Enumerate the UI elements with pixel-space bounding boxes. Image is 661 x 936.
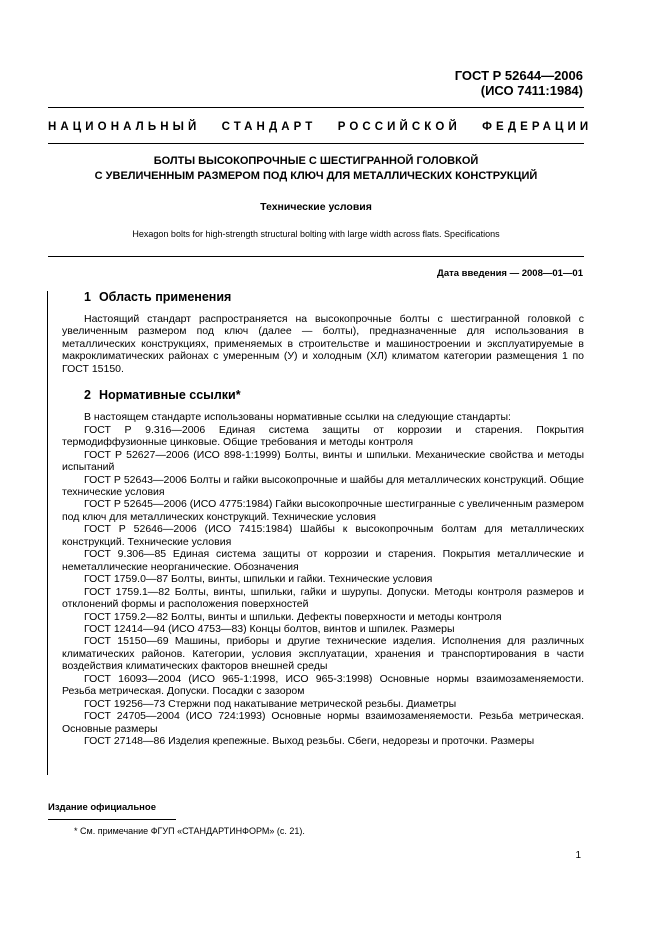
english-title: Hexagon bolts for high-strength structural bolting with large width across flats. Specifications xyxy=(132,229,500,239)
document-subtitle: Технические условия xyxy=(260,201,372,213)
reference-item: ГОСТ 16093—2004 (ИСО 965-1:1998, ИСО 965-3:1998) Основные нормы взаимозаменяемости. Резьба метрическая. Допуски. Посадки с зазором xyxy=(62,672,584,698)
reference-item: ГОСТ Р 52627—2006 (ИСО 898-1:1999) Болты, винты и шпильки. Механические свойства и методы испытаний xyxy=(62,448,584,474)
section-1-heading xyxy=(84,290,584,305)
reference-item: ГОСТ 9.306—85 Единая система защиты от коррозии и старения. Покрытия металлические и неметаллические неорганические. Обозначения xyxy=(62,548,584,573)
national-standard-title: НАЦИОНАЛЬНЫЙ СТАНДАРТ РОССИЙСКОЙ ФЕДЕРАЦИИ xyxy=(48,121,593,133)
reference-item: ГОСТ 24705—2004 (ИСО 724:1993) Основные нормы взаимозаменяемости. Резьба метрическая. Основные размеры xyxy=(62,710,584,735)
standard-code: ГОСТ Р 52644—2006 xyxy=(454,68,583,83)
reference-item: ГОСТ Р 52645—2006 (ИСО 4775:1984) Гайки высокопрочные шестигранные с увеличенным размером под ключ для металлических конструкций. Технические условия xyxy=(62,498,584,523)
title-line-1: БОЛТЫ ВЫСОКОПРОЧНЫЕ С ШЕСТИГРАННОЙ ГОЛОВКОЙ xyxy=(153,155,479,167)
reference-item: ГОСТ Р 52643—2006 Болты и гайки высокопрочные и шайбы для металлических конструкций. Общие технические условия xyxy=(62,473,584,498)
section-2-heading xyxy=(84,388,584,403)
title-line-2: С УВЕЛИЧЕННЫМ РАЗМЕРОМ ПОД КЛЮЧ ДЛЯ МЕТАЛЛИЧЕСКИХ КОНСТРУКЦИЙ xyxy=(94,170,538,182)
section-1-number: 1 xyxy=(84,290,91,304)
section-1-title: Область применения xyxy=(98,290,232,304)
standard-code-block xyxy=(455,68,583,98)
reference-item: ГОСТ Р 9.316—2006 Единая система защиты от коррозии и старения. Покрытия термодиффузионные цинковые. Общие требования и методы контроля xyxy=(62,423,584,449)
header-rule xyxy=(48,107,584,108)
reference-item: ГОСТ 1759.1—82 Болты, винты, шпильки, гайки и шурупы. Допуски. Методы контроля размеров и отклонений формы и расположения поверхностей xyxy=(62,585,584,611)
english-title-rule xyxy=(48,256,584,257)
section-2-number: 2 xyxy=(84,388,91,403)
reference-item: ГОСТ 1759.2—82 Болты, винты и шпильки. Дефекты поверхности и методы контроля xyxy=(84,610,502,623)
title-rule xyxy=(48,143,584,144)
footnote-rule xyxy=(48,819,176,820)
document-title xyxy=(48,154,584,184)
section-2-title: Нормативные ссылки* xyxy=(98,388,241,403)
reference-item: ГОСТ 27148—86 Изделия крепежные. Выход резьбы. Сбеги, недорезы и проточки. Размеры xyxy=(84,735,535,748)
section-1-paragraph: Настоящий стандарт распространяется на высокопрочные болты с шестигранной головкой с увеличенным размером под ключ (далее — болты), предназначенные для использования в металлических конструкциях, применяемых в строительстве и машиностроении и эксплуатируемые в макроклиматических районах с умеренным (У) и холодным (ХЛ) климатом категории размещения 1 по ГОСТ 15150. xyxy=(62,313,584,375)
document-body xyxy=(62,290,584,748)
date-of-introduction: Дата введения — 2008—01—01 xyxy=(437,268,583,279)
official-edition-label: Издание официальное xyxy=(48,802,156,813)
reference-item: ГОСТ 12414—94 (ИСО 4753—83) Концы болтов, винтов и шпилек. Размеры xyxy=(84,622,455,635)
reference-item: ГОСТ 1759.0—87 Болты, винты, шпильки и гайки. Технические условия xyxy=(84,573,433,586)
reference-item: ГОСТ Р 52646—2006 (ИСО 7415:1984) Шайбы к высокопрочным болтам для металлических конструкций. Технические условия xyxy=(62,523,584,548)
change-margin-bar xyxy=(47,291,48,775)
page-number: 1 xyxy=(575,850,581,861)
section-2-intro: В настоящем стандарте использованы нормативные ссылки на следующие стандарты: xyxy=(84,411,511,424)
reference-item: ГОСТ 19256—73 Стержни под накатывание метрической резьбы. Диаметры xyxy=(84,697,457,710)
footnote: * См. примечание ФГУП «СТАНДАРТИНФОРМ» (с. 21). xyxy=(74,826,305,836)
reference-item: ГОСТ 15150—69 Машины, приборы и другие технические изделия. Исполнения для различных климатических районов. Категории, условия эксплуатации, хранения и транспортирования в части воздействия климатических факторов внешней среды xyxy=(62,635,584,673)
iso-code: (ИСО 7411:1984) xyxy=(480,83,583,98)
